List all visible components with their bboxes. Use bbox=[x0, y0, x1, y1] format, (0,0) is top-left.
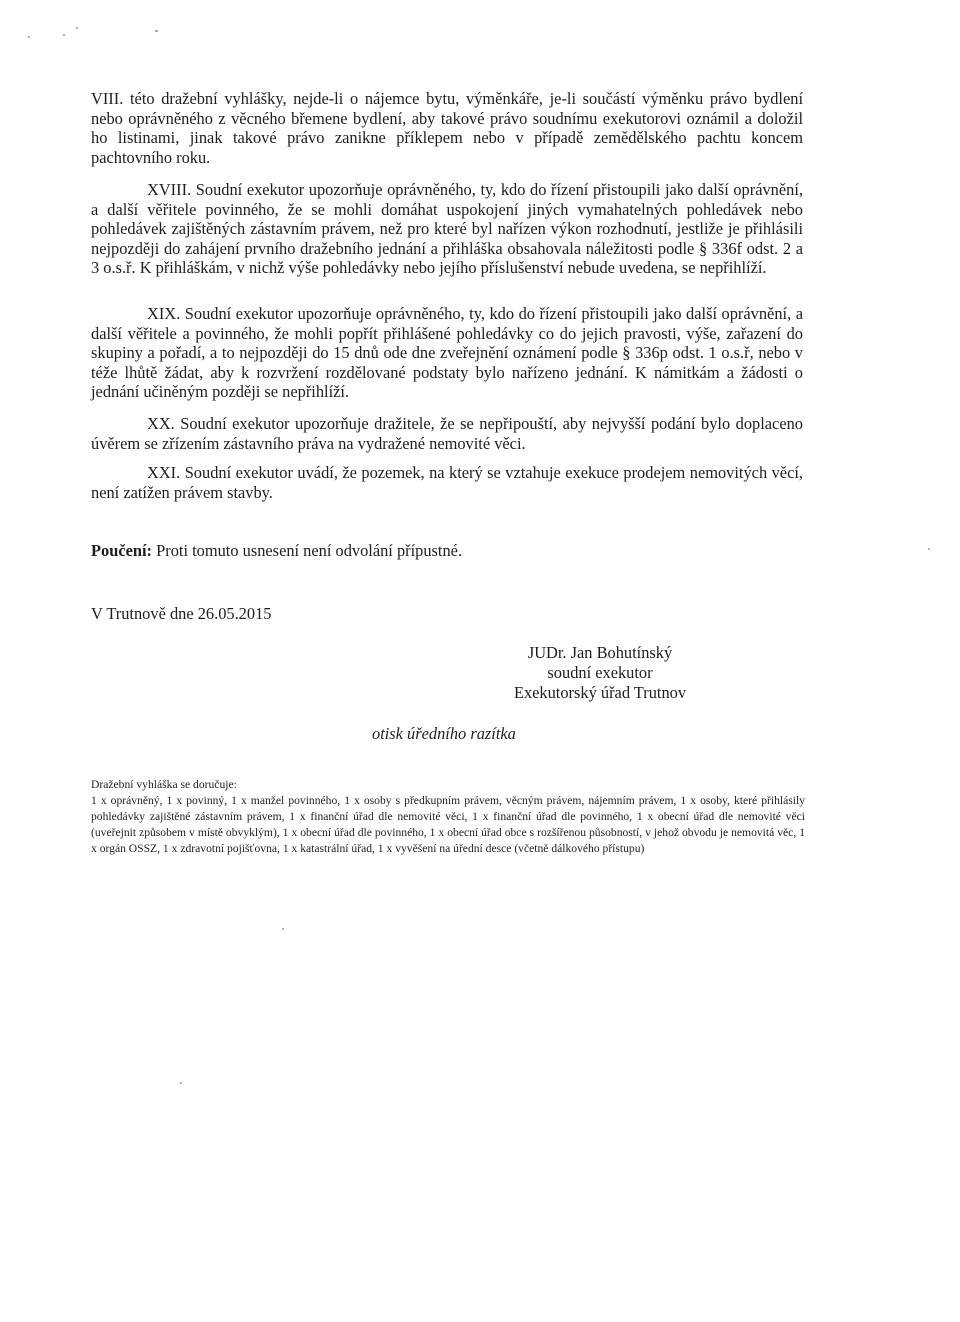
paragraph-viii bbox=[91, 89, 803, 167]
signatory-office: Exekutorský úřad Trutnov bbox=[513, 682, 687, 702]
scan-speck bbox=[180, 1082, 182, 1084]
scan-speck bbox=[928, 548, 930, 550]
signatory-name: JUDr. Jan Bohutínský bbox=[527, 643, 673, 662]
signatory-role: soudní exekutor bbox=[547, 662, 653, 682]
scan-speck bbox=[76, 27, 78, 29]
instruction-text: Proti tomuto usnesení není odvolání přípustné. bbox=[156, 541, 463, 560]
instruction-label: Poučení: bbox=[91, 541, 153, 560]
scan-speck bbox=[63, 34, 65, 36]
paragraph-xxi bbox=[91, 463, 803, 502]
paragraph-xviii bbox=[91, 180, 803, 278]
paragraph-xx-text: XX. Soudní exekutor upozorňuje dražitele, že se nepřipouští, aby nejvyšší podání bylo doplaceno úvěrem se zřízením zástavního práva na vydražené nemovité věci. bbox=[91, 414, 803, 453]
delivery-list bbox=[91, 777, 805, 857]
stamp-note: otisk úředního razítka bbox=[372, 724, 516, 743]
delivery-text: 1 x oprávněný, 1 x povinný, 1 x manžel povinného, 1 x osoby s předkupním právem, věcným právem, nájemním právem, 1 x osoby, které přihlásily pohledávky zajištěné zástavním právem, 1 x finanční úřad dle nemovité věci, 1 x finanční úřad dle povinného, 1 x obecní úřad dle nemovité věci (uveřejnit způsobem v místě obvyklým), 1 x obecní úřad dle povinného, 1 x obecní úřad obce s rozšířenou působností, v jehož obvodu je nemovitá věc, 1 x orgán OSSZ, 1 x zdravotní pojišťovna, 1 x katastrální úřad, 1 x vyvěšení na úřední desce (včetně dálkového přístupu) bbox=[91, 794, 805, 856]
signature-block bbox=[500, 643, 700, 702]
scan-speck bbox=[28, 36, 30, 38]
paragraph-viii-text: VIII. této dražební vyhlášky, nejde-li o nájemce bytu, výměnkáře, je-li součástí výměnku právo bydlení nebo oprávněného z věcného břemene bydlení, aby takové právo soudnímu exekutorovi oznámil a doložil ho listinami, jinak takové právo zanikne příklepem nebo v případě zemědělského pachtu koncem pachtovního roku. bbox=[91, 89, 803, 167]
scan-speck bbox=[155, 30, 158, 32]
paragraph-xviii-text: XVIII. Soudní exekutor upozorňuje oprávněného, ty, kdo do řízení přistoupili jako další oprávnění, a další věřitele povinného, že se mohli domáhat uspokojení jiných vymahatelných pohledávek nebo pohledávek zajištěných zástavním právem, než pro které byl nařízen výkon rozhodnutí, jestliže je přihlásili nejpozději do zahájení prvního dražebního jednání a přihláška obsahovala náležitosti podle § 336f odst. 2 a 3 o.s.ř. K přihláškám, v nichž výše pohledávky nebo jejího příslušenství nebude uvedena, se nepřihlíží. bbox=[91, 180, 803, 278]
delivery-heading: Dražební vyhláška se doručuje: bbox=[91, 778, 237, 791]
date-place-line: V Trutnově dne 26.05.2015 bbox=[91, 604, 272, 623]
instruction-note bbox=[91, 541, 462, 561]
paragraph-xxi-text: XXI. Soudní exekutor uvádí, že pozemek, na který se vztahuje exekuce prodejem nemovitých věcí, není zatížen právem stavby. bbox=[91, 463, 803, 502]
paragraph-xix bbox=[91, 304, 803, 402]
paragraph-xix-text: XIX. Soudní exekutor upozorňuje oprávněného, ty, kdo do řízení přistoupili jako další oprávnění, a další věřitele a povinného, že mohli popřít přihlášené pohledávky co do jejich pravosti, výše, zařazení do skupiny a pořadí, a to nejpozději do 15 dnů ode dne zveřejnění oznámení podle § 336p odst. 1 o.s.ř, nebo v téže lhůtě žádat, aby k rozvržení rozdělované podstaty bylo nařízeno jednání. K námitkám a žádosti o jednání učiněným později se nepřihlíží. bbox=[91, 304, 803, 402]
scan-speck bbox=[282, 928, 284, 930]
paragraph-xx bbox=[91, 414, 803, 453]
